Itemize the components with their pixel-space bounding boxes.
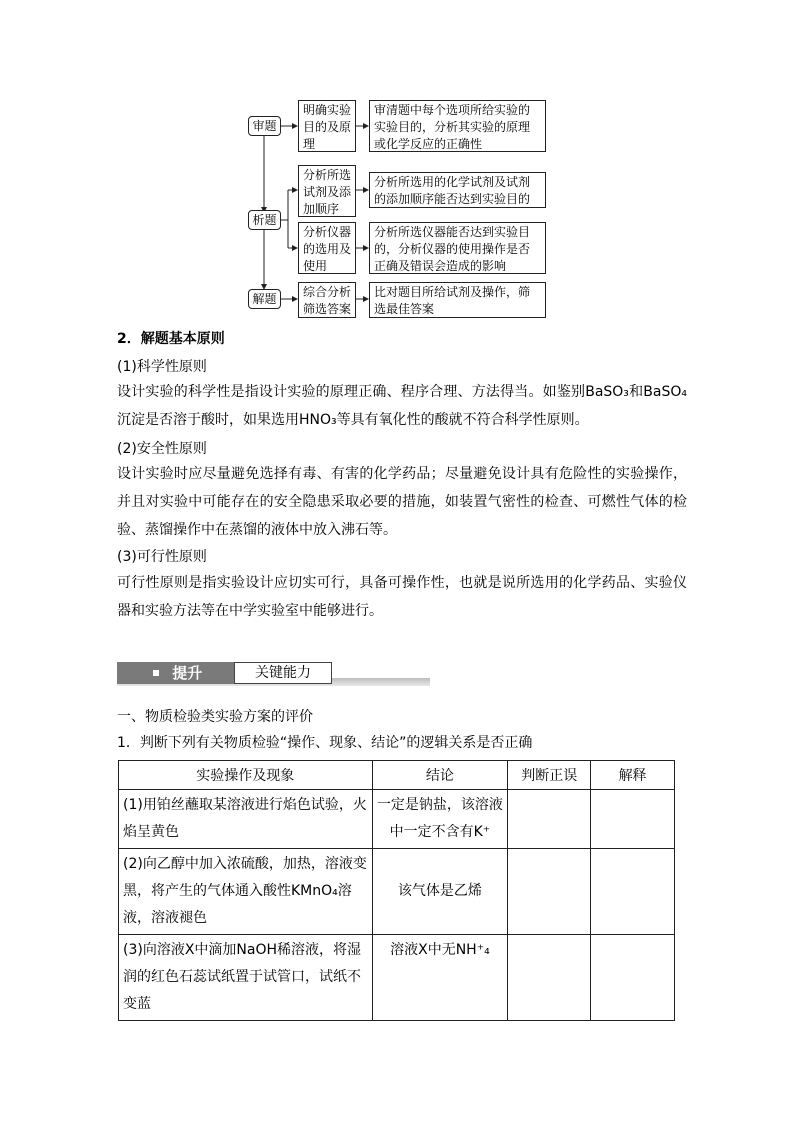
table-header: 判断正误 [508, 761, 591, 790]
flow-step-analyze [248, 210, 281, 230]
table-header: 结论 [372, 761, 508, 790]
operation-cell: (1)用铂丝蘸取某溶液进行焰色试验，火焰呈黄色 [119, 790, 373, 849]
evaluation-table [118, 760, 675, 1021]
banner-title: 关键能力 [234, 662, 332, 684]
flow-detail-4: 比对题目所给试剂及操作，筛选最佳答案 [369, 282, 546, 318]
flow-detail-2: 分析所选用的化学试剂及试剂的添加顺序能否达到实验目的 [369, 172, 546, 208]
judge-cell[interactable] [508, 790, 591, 849]
principle-text-scientific: 设计实验的科学性是指设计实验的原理正确、程序合理、方法得当。如鉴别BaSO₃和BaSO₄沉淀是否溶于酸时，如果选用HNO₃等具有氧化性的酸就不符合科学性原则。 [117, 384, 687, 428]
explain-cell[interactable] [591, 935, 675, 1021]
flow-step-label: 解题 [252, 291, 277, 306]
principle-title-scientific: (1)科学性原则 [117, 359, 207, 375]
operation-cell: (2)向乙醇中加入浓硫酸，加热，溶液变黑，将产生的气体通入酸性KMnO₄溶液，溶液褪色 [119, 849, 373, 935]
flowchart-connectors [0, 0, 794, 330]
conclusion-cell: 该气体是乙烯 [372, 849, 508, 935]
principle-text-safety: 设计实验时应尽量避免选择有毒、有害的化学药品；尽量避免设计具有危险性的实验操作，并且对实验中可能存在的安全隐患采取必要的措施，如装置气密性的检查、可燃性气体的检验、蒸馏操作中在蒸馏的液体中放入沸石等。 [117, 466, 687, 538]
banner-tag: 提升 [117, 662, 234, 684]
conclusion-cell: 溶液X中无NH⁺₄ [372, 935, 508, 1021]
table-header-row [119, 761, 675, 790]
operation-cell: (3)向溶液X中滴加NaOH稀溶液，将湿润的红色石蕊试纸置于试管口，试纸不变蓝 [119, 935, 373, 1021]
table-header: 实验操作及现象 [119, 761, 373, 790]
flow-goal-4: 综合分析筛选答案 [298, 282, 356, 318]
question-text: 1．判断下列有关物质检验“操作、现象、结论”的逻辑关系是否正确 [117, 735, 533, 751]
flow-goal-3: 分析仪器的选用及使用 [298, 222, 356, 274]
table-row [119, 790, 675, 849]
principle-text-feasibility: 可行性原则是指实验设计应切实可行，具备可操作性，也就是说所选用的化学药品、实验仪器和实验方法等在中学实验室中能够进行。 [117, 575, 687, 619]
part-heading: 一、物质检验类实验方案的评价 [117, 709, 313, 725]
flow-goal-1: 明确实验目的及原理 [298, 100, 356, 152]
principle-title-feasibility: (3)可行性原则 [117, 549, 207, 565]
table-row [119, 849, 675, 935]
flow-step-solve [248, 289, 281, 309]
section-heading: 2．解题基本原则 [117, 331, 225, 347]
principle-title-safety: (2)安全性原则 [117, 441, 207, 457]
flow-step-label: 析题 [252, 212, 277, 227]
section-banner [117, 656, 430, 686]
flow-step-review [248, 116, 281, 136]
table-row [119, 935, 675, 1021]
conclusion-cell: 一定是钠盐，该溶液中一定不含有K⁺ [372, 790, 508, 849]
judge-cell[interactable] [508, 849, 591, 935]
flow-detail-1: 审清题中每个选项所给实验的实验目的，分析其实验的原理或化学反应的正确性 [369, 100, 546, 152]
flow-detail-3: 分析所选仪器能否达到实验目的，分析仪器的使用操作是否正确及错误会造成的影响 [369, 222, 546, 274]
explain-cell[interactable] [591, 790, 675, 849]
judge-cell[interactable] [508, 935, 591, 1021]
square-bullet-icon [153, 670, 159, 676]
flow-goal-2: 分析所选试剂及添加顺序 [298, 165, 356, 217]
explain-cell[interactable] [591, 849, 675, 935]
table-header: 解释 [591, 761, 675, 790]
flow-step-label: 审题 [252, 118, 277, 133]
